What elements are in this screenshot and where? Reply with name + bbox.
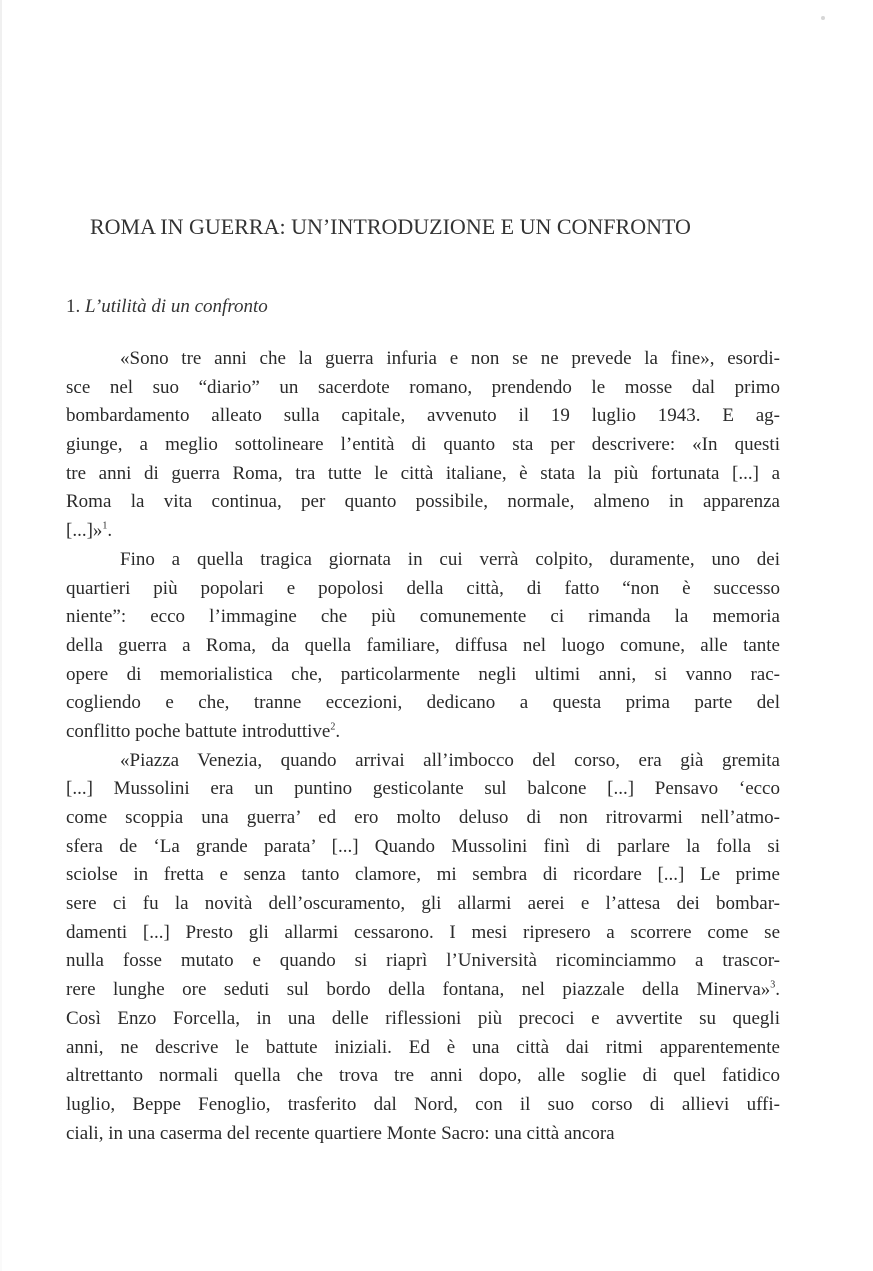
text-line: [...] Mussolini era un puntino gesticolante sul balcone [...] Pensavo ‘ecco [66,778,780,800]
text-line: sere ci fu la novità dell’oscuramento, gli allarmi aerei e l’attesa dei bombar- [66,893,780,915]
footnote-mark: 2 [330,721,336,733]
text-line: [...]»$^1$. [66,520,113,542]
text-line-content: [...]» [66,520,103,542]
scan-speck [821,16,825,20]
text-line: quartieri più popolari e popolosi della città, di fatto “non è successo [66,577,780,599]
text-line: damenti [...] Presto gli allarmi cessarono. I mesi ripresero a scorrere come se [66,921,780,943]
text-line: della guerra a Roma, da quella familiare, diffusa nel luogo comune, alle tante [66,634,780,656]
text-line: Roma la vita continua, per quanto possibile, normale, almeno in apparenza [66,491,780,513]
text-line: giunge, a meglio sottolineare l’entità di quanto sta per descrivere: «In questi [66,434,780,456]
text-line: altrettanto normali quella che trova tre anni dopo, alle soglie di quel fatidico [66,1065,780,1087]
text-line-content: rere lunghe ore seduti sul bordo della fontana, nel piazzale della Minerva» [66,979,771,1001]
text-line: anni, ne descrive le battute iniziali. Ed è una città dai ritmi apparentemente [66,1036,780,1058]
text-line-content: conflitto poche battute introduttive [66,720,331,742]
text-line: conflitto poche battute introduttive$^2$. [66,720,341,742]
text-line: nulla fosse mutato e quando si riaprì l’Università ricominciammo a trascor- [66,950,780,972]
text-line: sfera de ‘La grande parata’ [...] Quando Mussolini finì di parlare la folla si [66,835,780,857]
page-edge-shadow [0,0,2,1271]
footnote-mark: 3 [770,979,776,991]
section-title: L’utilità di un confronto [85,296,268,317]
section-heading [66,296,268,318]
text-line: Così Enzo Forcella, in una delle riflessioni più precoci e avvertite su quegli [66,1007,780,1029]
text-line: sciolse in fretta e senza tanto clamore, mi sembra di ricordare [...] Le prime [66,864,780,886]
chapter-title: ROMA IN GUERRA: UN’INTRODUZIONE E UN CONFRONTO [90,214,691,239]
text-line: «Sono tre anni che la guerra infuria e non se ne prevede la fine», esordi- [120,348,780,369]
text-line: opere di memorialistica che, particolarmente negli ultimi anni, si vanno rac- [66,663,780,685]
text-line: niente”: ecco l’immagine che più comunemente ci rimanda la memoria [66,606,780,628]
section-number: 1. [66,296,81,317]
text-line: ciali, in una caserma del recente quartiere Monte Sacro: una città ancora [66,1122,615,1144]
text-line: cogliendo e che, tranne eccezioni, dedicano a questa prima parte del [66,692,780,714]
text-line: bombardamento alleato sulla capitale, avvenuto il 19 luglio 1943. E ag- [66,405,780,427]
text-line: «Piazza Venezia, quando arrivai all’imbocco del corso, era già gremita [120,749,780,771]
text-line: come scoppia una guerra’ ed ero molto deluso di non ritrovarmi nell’atmo- [66,807,780,828]
text-line: Fino a quella tragica giornata in cui verrà colpito, duramente, uno dei [120,548,780,570]
footnote-mark: 1 [102,520,108,532]
text-line: rere lunghe ore seduti sul bordo della fontana, nel piazzale della Minerva»$^3$. [66,979,780,1001]
text-line: tre anni di guerra Roma, tra tutte le città italiane, è stata la più fortunata [...] a [66,462,780,484]
text-line: sce nel suo “diario” un sacerdote romano, prendendo le mosse dal primo [66,376,780,398]
text-line: luglio, Beppe Fenoglio, trasferito dal Nord, con il suo corso di allievi uffi- [66,1093,780,1115]
body-text [66,345,780,1148]
